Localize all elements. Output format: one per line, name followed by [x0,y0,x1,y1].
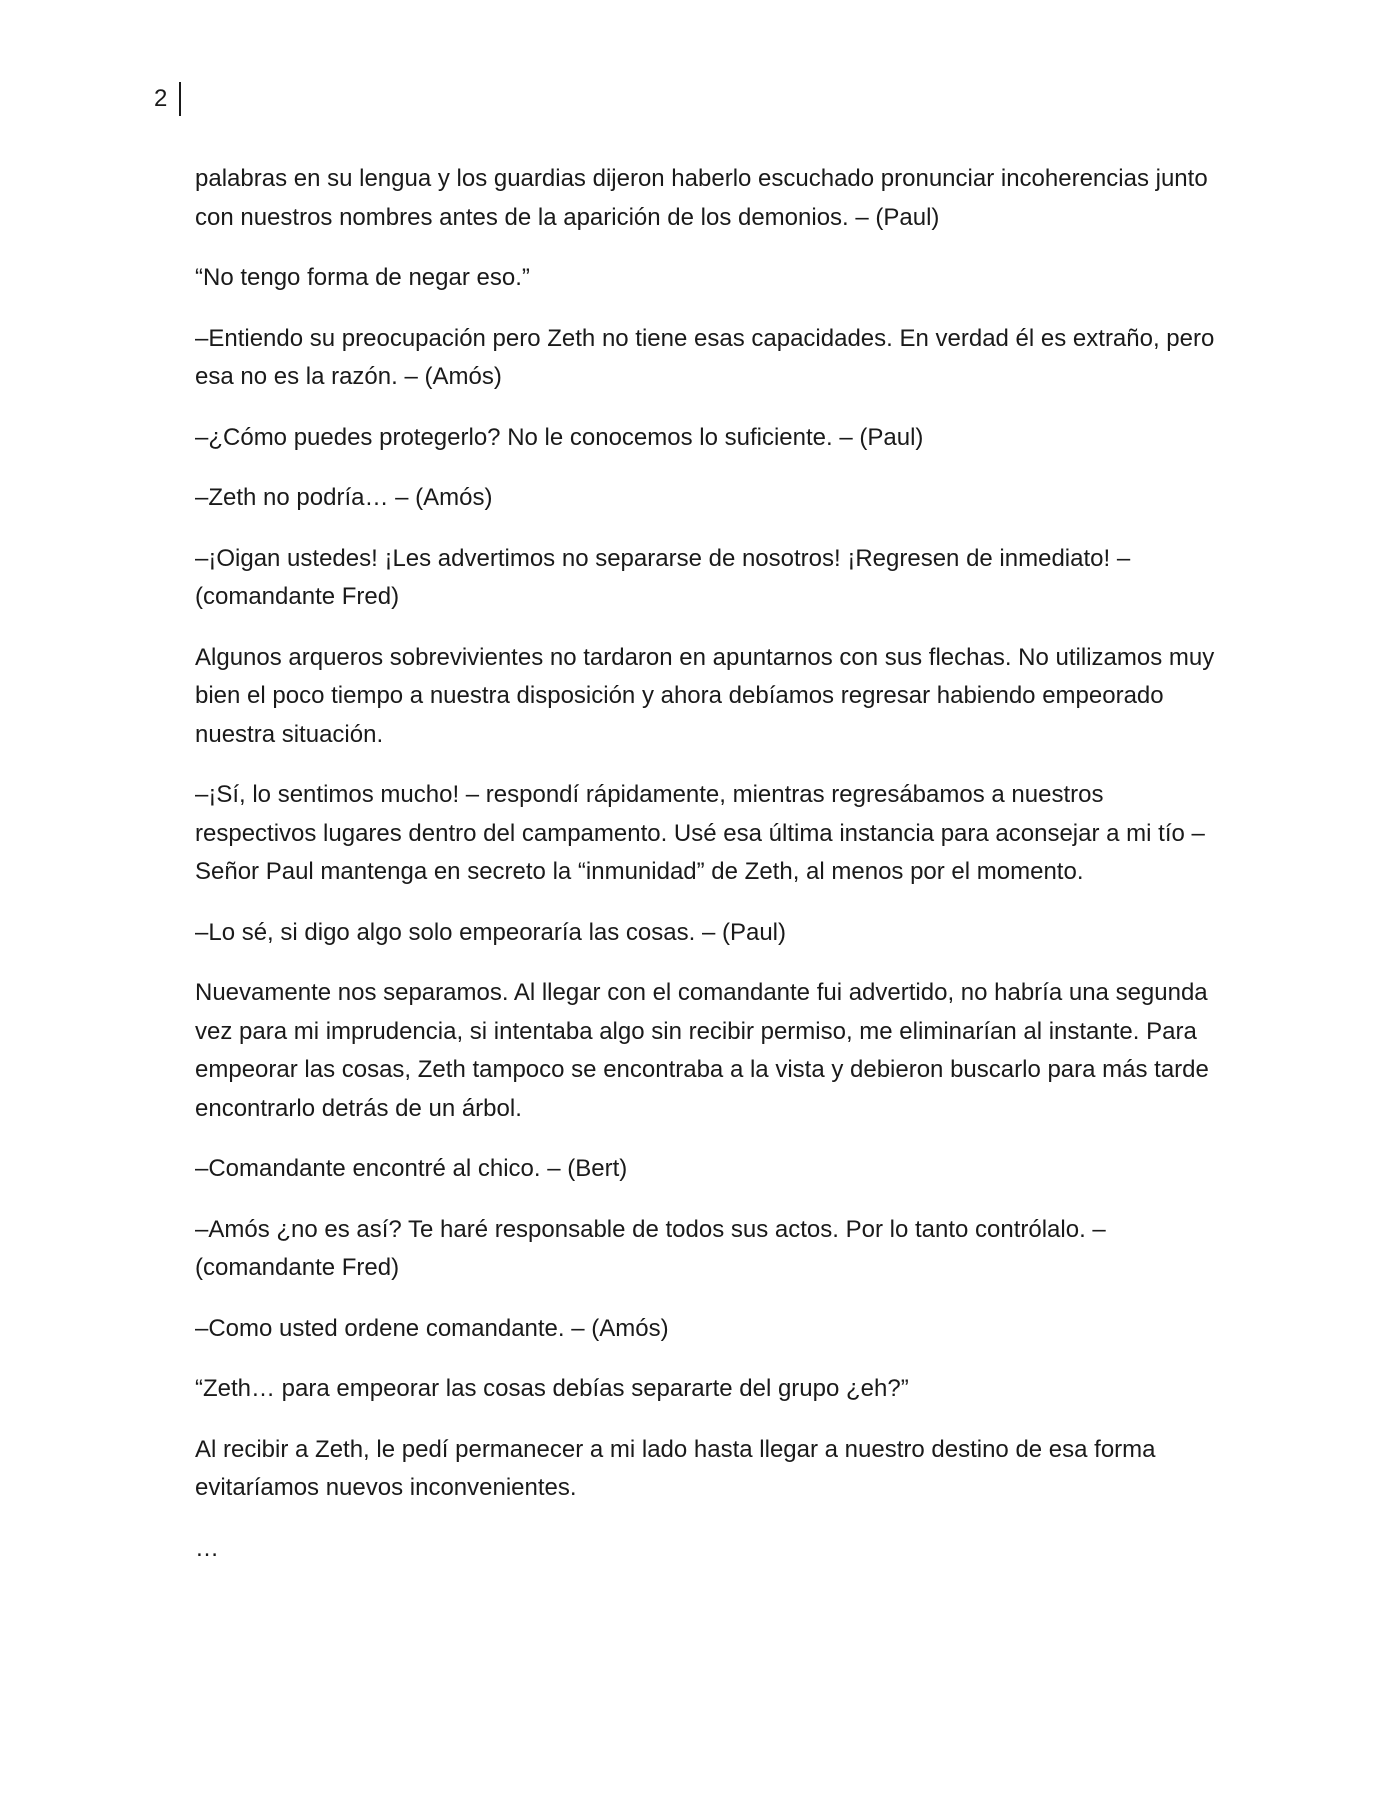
paragraph: –¡Oigan ustedes! ¡Les advertimos no separarse de nosotros! ¡Regresen de inmediato! – (comandante Fred) [195,544,1131,610]
paragraph: “Zeth… para empeorar las cosas debías separarte del grupo ¿eh?” [195,1375,909,1402]
paragraph: –Lo sé, si digo algo solo empeoraría las cosas. – (Paul) [195,918,786,946]
paragraph: –¡Sí, lo sentimos mucho! – respondí rápidamente, mientras regresábamos a nuestros respectivos lugares dentro del campamento. Usé esa última instancia para aconsejar a mi tío – Señor Paul mantenga en secreto la “inmunidad” de Zeth, al menos por el momento. [195,781,1205,885]
paragraph: –Entiendo su preocupación pero Zeth no tiene esas capacidades. En verdad él es extraño, pero esa no es la razón. – (Amós) [195,324,1215,390]
paragraph: Algunos arqueros sobrevivientes no tardaron en apuntarnos con sus flechas. No utilizamos muy bien el poco tiempo a nuestra disposición y ahora debíamos regresar habiendo empeorado nuestra situación. [195,643,1215,748]
paragraph: Nuevamente nos separamos. Al llegar con el comandante fui advertido, no habría una segunda vez para mi imprudencia, si intentaba algo sin recibir permiso, me eliminarían al instante. Para empeorar las cosas, Zeth tampoco se encontraba a la vista y debieron buscarlo para más tarde encontrarlo detrás de un árbol. [195,979,1209,1122]
document-body [195,160,1225,1590]
paragraph: “No tengo forma de negar eso.” [195,264,530,291]
header-divider [179,82,181,116]
paragraph: –Amós ¿no es así? Te haré responsable de todos sus actos. Por lo tanto contrólalo. – (comandante Fred) [195,1215,1106,1281]
ellipsis-line: … [195,1534,219,1562]
paragraph: Al recibir a Zeth, le pedí permanecer a mi lado hasta llegar a nuestro destino de esa forma evitaríamos nuevos inconvenientes. [195,1435,1156,1501]
page-number: 2 [154,85,168,112]
paragraph: –Comandante encontré al chico. – (Bert) [195,1155,628,1182]
paragraph: –¿Cómo puedes protegerlo? No le conocemos lo suficiente. – (Paul) [195,423,924,451]
paragraph: palabras en su lengua y los guardias dijeron haberlo escuchado pronunciar incoherencias junto con nuestros nombres antes de la aparición de los demonios. – (Paul) [195,165,1208,231]
paragraph: –Como usted ordene comandante. – (Amós) [195,1314,669,1342]
paragraph: –Zeth no podría… – (Amós) [195,484,493,511]
page-header [154,82,181,116]
